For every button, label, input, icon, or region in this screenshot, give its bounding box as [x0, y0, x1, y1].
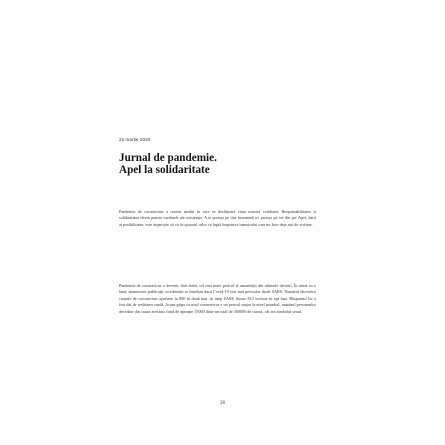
article-title-line-2: Apel la solidaritate	[119, 164, 210, 177]
body-paragraph-1: Pandemia de coronavirus a resetat modul în care se desfășoară viața noastră cotidiană. Responsabilitatea și solidaritatea devin puncte cardinale ale existenței. A te proteja pe tine înseamnă a-i proteja pe cei din jur. Apel, dacă ai posibilitatea, este imperativ să vii în ajutorul celor ce luptă împotriva inamicului care nu face deja mii de victime.	[119, 209, 316, 227]
page-number: 28	[220, 401, 225, 406]
body-paragraph-2: Pandemia de coronavirus a devenit, fără dubii, cel mai mare pericol al umanității din ultimele decenii. În urmă cu o lună, numeroase publicații occidentale se întrebau dacă Covid-19 este mai periculos decât SARS. Numărul deceselor cauzate de coronavirus ajunsese la 800 în două luni, în timp SARS făcuse 813 victime în opt luni. Răspunsul lor a fost dat de realitatea crudă. Acum gripa cu noul coronavirus e un pericol major la nivel mondial, numărul persoanelor decedate din cauza acestuia fiind de aproape 15000 dintr-un total de 300000 de cazuri, cât era simbolul sexul.	[119, 283, 316, 314]
article-date: 22 martie 2020	[119, 137, 151, 142]
article-title	[119, 152, 329, 177]
article-title-line-1: Jurnal de pandemie.	[119, 152, 217, 164]
